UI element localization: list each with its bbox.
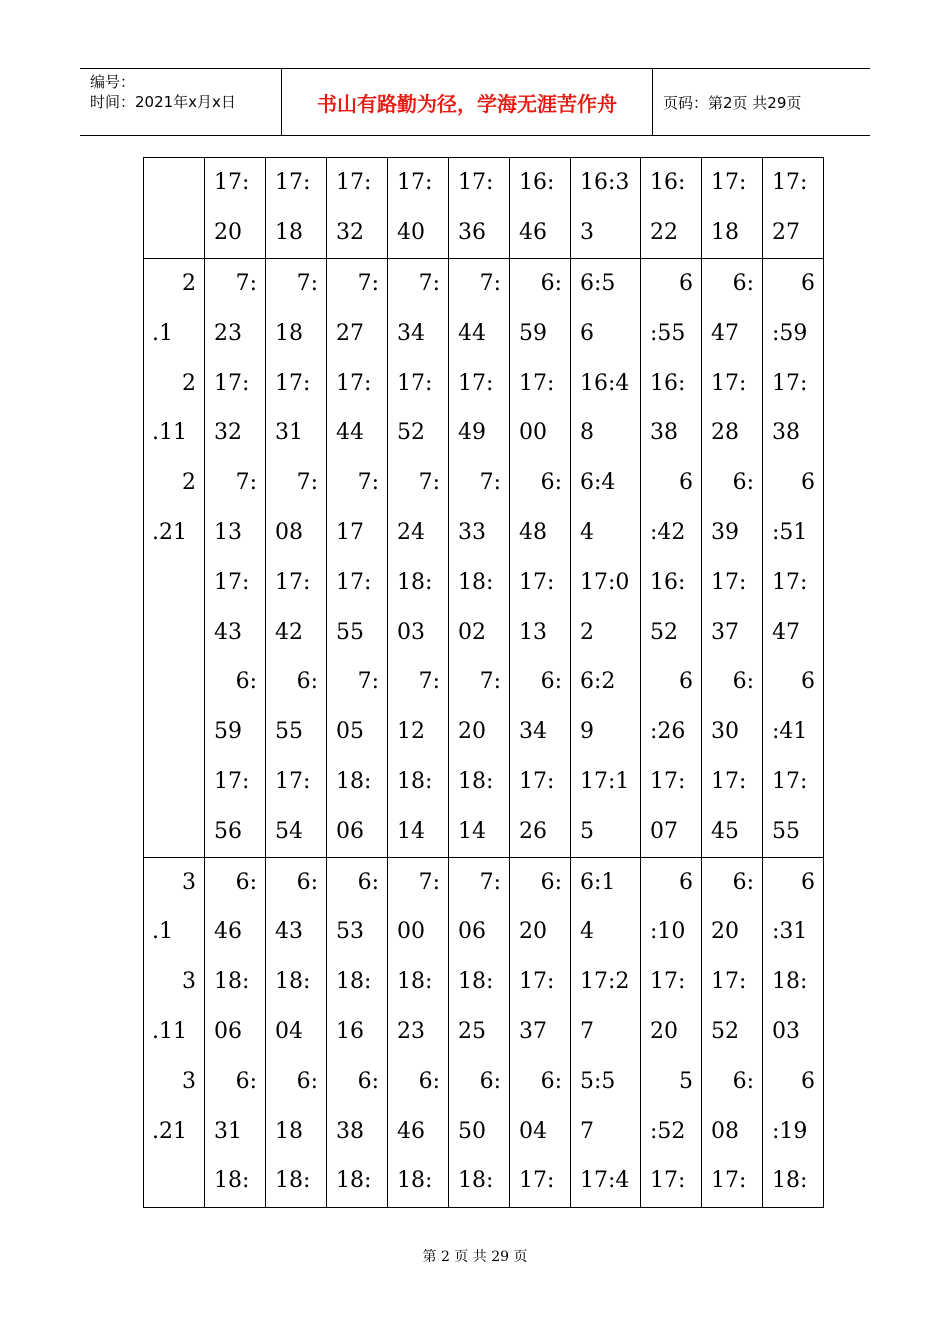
time-cell bbox=[510, 158, 571, 259]
time-line: 17: bbox=[214, 569, 250, 595]
time-line: 06 bbox=[458, 919, 486, 945]
time-line: 08 bbox=[275, 519, 303, 545]
time-line: 5 bbox=[580, 818, 594, 844]
time-line: 30 bbox=[711, 719, 739, 745]
time-line: 7: bbox=[235, 470, 257, 496]
time-cell bbox=[327, 259, 388, 858]
time-line: 02 bbox=[458, 619, 486, 645]
time-line: 04 bbox=[519, 1118, 547, 1144]
time-line: 17: bbox=[336, 370, 372, 396]
time-line: 7: bbox=[418, 869, 440, 895]
time-line: 18: bbox=[275, 969, 311, 995]
time-line: 18: bbox=[458, 768, 494, 794]
time-line: 18 bbox=[711, 219, 739, 245]
time-line: 18: bbox=[458, 1168, 494, 1194]
time-line: 7 bbox=[580, 1118, 594, 1144]
time-line: 17: bbox=[650, 1168, 686, 1194]
time-line: 5 bbox=[679, 1068, 693, 1094]
time-line: 32 bbox=[214, 420, 242, 446]
time-line: 9 bbox=[580, 719, 594, 745]
time-line: 7: bbox=[357, 271, 379, 296]
time-line: 48 bbox=[519, 519, 547, 545]
time-line: 52 bbox=[711, 1018, 739, 1044]
time-line: 18: bbox=[214, 1168, 250, 1194]
time-cell bbox=[449, 857, 510, 1207]
time-line: 17: bbox=[275, 370, 311, 396]
time-line: 6: bbox=[732, 669, 754, 695]
time-line: 06 bbox=[214, 1018, 242, 1044]
time-line: 17: bbox=[275, 768, 311, 794]
time-line: 56 bbox=[214, 818, 242, 844]
time-cell bbox=[763, 857, 824, 1207]
time-cell bbox=[641, 857, 702, 1207]
time-line: 8 bbox=[580, 420, 594, 446]
time-line: 18: bbox=[458, 569, 494, 595]
time-line: 13 bbox=[519, 619, 547, 645]
time-line: 31 bbox=[214, 1118, 242, 1144]
time-line: 6: bbox=[418, 1068, 440, 1094]
time-line: 17:0 bbox=[580, 569, 630, 595]
time-line: 6: bbox=[357, 869, 379, 895]
time-cell bbox=[449, 158, 510, 259]
table-row bbox=[144, 857, 824, 1207]
time-line: 18: bbox=[336, 969, 372, 995]
time-line: 20 bbox=[650, 1018, 678, 1044]
time-line: :52 bbox=[650, 1118, 686, 1144]
time-line: 7: bbox=[418, 669, 440, 695]
time-line: 4 bbox=[580, 519, 594, 545]
time-cell bbox=[510, 259, 571, 858]
date-label-line bbox=[144, 1156, 204, 1206]
time-line: 6:5 bbox=[580, 271, 616, 296]
time-line: 17: bbox=[458, 370, 494, 396]
time-line: 6 bbox=[679, 271, 693, 296]
time-line: 6:2 bbox=[580, 669, 616, 695]
time-line: 43 bbox=[275, 919, 303, 945]
date-label-cell bbox=[144, 857, 205, 1207]
time-line: 17: bbox=[519, 768, 555, 794]
time-line: 40 bbox=[397, 219, 425, 245]
time-line: 39 bbox=[711, 519, 739, 545]
time-line: 18: bbox=[772, 969, 808, 995]
time-line: 03 bbox=[772, 1018, 800, 1044]
time-line: 16:4 bbox=[580, 370, 630, 396]
date-label-line: 2 bbox=[182, 470, 196, 496]
time-line: 16: bbox=[650, 569, 686, 595]
time-cell bbox=[327, 158, 388, 259]
time-line: 23 bbox=[214, 320, 242, 346]
time-line: 49 bbox=[458, 420, 486, 446]
time-line: 26 bbox=[519, 818, 547, 844]
time-line: :42 bbox=[650, 519, 686, 545]
time-line: 44 bbox=[458, 320, 486, 346]
time-line: 53 bbox=[336, 919, 364, 945]
time-line: 18: bbox=[397, 969, 433, 995]
time-line: 7: bbox=[357, 470, 379, 496]
time-line: 18 bbox=[275, 320, 303, 346]
time-line: 17: bbox=[519, 969, 555, 995]
time-line: :55 bbox=[650, 320, 686, 346]
time-cell bbox=[205, 857, 266, 1207]
time-line: 37 bbox=[711, 619, 739, 645]
time-cell bbox=[702, 158, 763, 259]
date-label-line: .21 bbox=[152, 519, 187, 545]
time-line: 04 bbox=[275, 1018, 303, 1044]
time-line: 6 bbox=[580, 320, 594, 346]
time-line: 6: bbox=[296, 669, 318, 695]
time-line: 22 bbox=[650, 219, 678, 245]
time-line: 13 bbox=[214, 519, 242, 545]
time-cell bbox=[641, 158, 702, 259]
time-line: 4 bbox=[580, 919, 594, 945]
time-line: 38 bbox=[772, 420, 800, 446]
time-line: 24 bbox=[397, 519, 425, 545]
time-line: 03 bbox=[397, 619, 425, 645]
time-line: 12 bbox=[397, 719, 425, 745]
time-line: 38 bbox=[650, 420, 678, 446]
time-line: 17: bbox=[772, 569, 808, 595]
date-label-line: .11 bbox=[152, 1018, 187, 1044]
time-line: 17: bbox=[711, 569, 747, 595]
time-cell bbox=[702, 259, 763, 858]
date-label-line bbox=[144, 657, 204, 707]
time-cell bbox=[266, 259, 327, 858]
time-line: 18 bbox=[275, 1118, 303, 1144]
time-line: 54 bbox=[275, 818, 303, 844]
time-line: 6: bbox=[296, 869, 318, 895]
time-line: 17: bbox=[650, 969, 686, 995]
time-line: 27 bbox=[772, 219, 800, 245]
time-line: 59 bbox=[214, 719, 242, 745]
time-line: 14 bbox=[458, 818, 486, 844]
time-line: 7: bbox=[296, 470, 318, 496]
time-line: :41 bbox=[772, 719, 808, 745]
time-line: 6: bbox=[235, 1068, 257, 1094]
time-cell bbox=[205, 259, 266, 858]
time-line: 17: bbox=[214, 370, 250, 396]
time-line: 6: bbox=[357, 1068, 379, 1094]
date-label-line bbox=[144, 558, 204, 608]
table-row bbox=[144, 259, 824, 858]
time-line: 6 bbox=[679, 470, 693, 496]
time-line: 43 bbox=[214, 619, 242, 645]
time-line: 6: bbox=[732, 869, 754, 895]
time-label: 时间：2021年x月x日 bbox=[90, 93, 236, 111]
time-line: 6:4 bbox=[580, 470, 616, 496]
time-line: 6: bbox=[540, 470, 562, 496]
header-motto: 书山有路勤为径，学海无涯苦作舟 bbox=[282, 69, 653, 135]
time-line: 6 bbox=[679, 869, 693, 895]
time-line: 44 bbox=[336, 420, 364, 446]
header-page-label: 页码：第2页 共29页 bbox=[663, 93, 802, 112]
time-line: 17: bbox=[519, 1168, 555, 1194]
date-label-cell bbox=[144, 158, 205, 259]
time-line: 18 bbox=[275, 219, 303, 245]
time-line: 27 bbox=[336, 320, 364, 346]
time-line: 6: bbox=[479, 1068, 501, 1094]
time-line: 17: bbox=[711, 768, 747, 794]
date-label-line: 2 bbox=[182, 370, 196, 396]
time-line: 28 bbox=[711, 420, 739, 446]
time-line: 20 bbox=[458, 719, 486, 745]
time-line: 46 bbox=[397, 1118, 425, 1144]
time-cell bbox=[510, 857, 571, 1207]
time-cell bbox=[388, 259, 449, 858]
time-line: 18: bbox=[336, 768, 372, 794]
time-line: 18: bbox=[397, 768, 433, 794]
time-line: 18: bbox=[336, 1168, 372, 1194]
time-line: 38 bbox=[336, 1118, 364, 1144]
date-label-line: .21 bbox=[152, 1118, 187, 1144]
time-line: 6: bbox=[540, 1068, 562, 1094]
time-line: 00 bbox=[519, 420, 547, 446]
time-line: 34 bbox=[519, 719, 547, 745]
page-footer: 第 2 页 共 29 页 bbox=[422, 1249, 528, 1265]
time-line: 17: bbox=[275, 569, 311, 595]
time-line: 7: bbox=[479, 869, 501, 895]
time-line: :51 bbox=[772, 519, 808, 545]
time-line: 6:1 bbox=[580, 869, 616, 895]
date-label-line: 3 bbox=[182, 969, 196, 995]
time-line: 6 bbox=[801, 669, 815, 695]
time-cell bbox=[449, 259, 510, 858]
sunrise-sunset-table bbox=[143, 157, 824, 1208]
time-line: 16: bbox=[519, 170, 555, 195]
time-line: 2 bbox=[580, 619, 594, 645]
time-line: 7: bbox=[479, 271, 501, 296]
time-line: 17: bbox=[711, 1168, 747, 1194]
time-line: :26 bbox=[650, 719, 686, 745]
time-line: 17: bbox=[650, 768, 686, 794]
time-line: 47 bbox=[772, 619, 800, 645]
time-line: 7: bbox=[418, 470, 440, 496]
time-line: 20 bbox=[711, 919, 739, 945]
time-line: 16: bbox=[650, 370, 686, 396]
time-line: 46 bbox=[519, 219, 547, 245]
time-line: 17: bbox=[275, 170, 311, 195]
time-line: 05 bbox=[336, 719, 364, 745]
time-line: 16:3 bbox=[580, 170, 630, 195]
number-label: 编号： bbox=[90, 73, 136, 91]
time-cell bbox=[763, 259, 824, 858]
page-header bbox=[80, 68, 870, 136]
date-label-line: .11 bbox=[152, 420, 187, 446]
time-line: 55 bbox=[772, 818, 800, 844]
time-line: 36 bbox=[458, 219, 486, 245]
time-line: 47 bbox=[711, 320, 739, 346]
time-line: 6: bbox=[732, 271, 754, 296]
time-line: 18: bbox=[772, 1168, 808, 1194]
time-cell bbox=[763, 158, 824, 259]
time-line: 16: bbox=[650, 170, 686, 195]
time-line: 46 bbox=[214, 919, 242, 945]
date-label-line bbox=[144, 757, 204, 807]
time-line: 08 bbox=[711, 1118, 739, 1144]
time-line: 20 bbox=[519, 919, 547, 945]
time-line: 17: bbox=[519, 370, 555, 396]
time-line: 55 bbox=[336, 619, 364, 645]
time-line: 59 bbox=[519, 320, 547, 346]
time-line: 6 bbox=[801, 470, 815, 496]
time-line: 06 bbox=[336, 818, 364, 844]
time-cell bbox=[327, 857, 388, 1207]
time-line: 18: bbox=[397, 569, 433, 595]
date-label-line: .1 bbox=[152, 320, 173, 346]
time-line: 18: bbox=[397, 1168, 433, 1194]
time-line: 6 bbox=[801, 1068, 815, 1094]
time-line: 33 bbox=[458, 519, 486, 545]
time-line: 6: bbox=[296, 1068, 318, 1094]
time-line: 14 bbox=[397, 818, 425, 844]
time-line: 17: bbox=[772, 170, 808, 195]
time-line: 6: bbox=[540, 271, 562, 296]
time-line: 23 bbox=[397, 1018, 425, 1044]
time-cell bbox=[266, 158, 327, 259]
time-line: 6 bbox=[801, 869, 815, 895]
time-cell bbox=[205, 158, 266, 259]
time-line: 52 bbox=[397, 420, 425, 446]
date-label-line bbox=[144, 707, 204, 757]
time-line: 25 bbox=[458, 1018, 486, 1044]
date-label-line bbox=[144, 158, 204, 208]
time-line: 17: bbox=[336, 569, 372, 595]
time-line: 7: bbox=[235, 271, 257, 296]
time-line: 6: bbox=[540, 869, 562, 895]
time-line: 17: bbox=[397, 370, 433, 396]
time-line: 20 bbox=[214, 219, 242, 245]
time-line: 7 bbox=[580, 1018, 594, 1044]
date-label-cell bbox=[144, 259, 205, 858]
time-line: 32 bbox=[336, 219, 364, 245]
time-line: 17: bbox=[336, 170, 372, 195]
time-line: 17: bbox=[214, 170, 250, 195]
time-cell bbox=[702, 857, 763, 1207]
time-line: 5:5 bbox=[580, 1068, 616, 1094]
time-line: 6: bbox=[540, 669, 562, 695]
time-line: 55 bbox=[275, 719, 303, 745]
time-line: 18: bbox=[214, 969, 250, 995]
time-line: 07 bbox=[650, 818, 678, 844]
time-cell bbox=[388, 857, 449, 1207]
time-cell bbox=[571, 857, 641, 1207]
date-label-line: .1 bbox=[152, 919, 173, 945]
time-line: 7: bbox=[418, 271, 440, 296]
time-line: 17:2 bbox=[580, 969, 630, 995]
time-line: 6: bbox=[732, 470, 754, 496]
date-label-line bbox=[144, 807, 204, 857]
time-line: 6: bbox=[235, 669, 257, 695]
time-line: 17:4 bbox=[580, 1168, 630, 1194]
time-line: :59 bbox=[772, 320, 808, 346]
time-line: 18: bbox=[275, 1168, 311, 1194]
time-line: 42 bbox=[275, 619, 303, 645]
time-line: 16 bbox=[336, 1018, 364, 1044]
time-line: 37 bbox=[519, 1018, 547, 1044]
date-label-line: 2 bbox=[182, 271, 196, 296]
time-line: 52 bbox=[650, 619, 678, 645]
time-line: 17: bbox=[772, 370, 808, 396]
time-line: 6 bbox=[679, 669, 693, 695]
date-label-line bbox=[144, 608, 204, 658]
time-line: 45 bbox=[711, 818, 739, 844]
time-line: 50 bbox=[458, 1118, 486, 1144]
time-line: 6: bbox=[235, 869, 257, 895]
time-line: 17: bbox=[711, 969, 747, 995]
time-line: 7: bbox=[357, 669, 379, 695]
date-label-line: 3 bbox=[182, 869, 196, 895]
time-line: 17:1 bbox=[580, 768, 630, 794]
time-line: 7: bbox=[296, 271, 318, 296]
header-meta bbox=[80, 69, 282, 135]
time-line: 17: bbox=[711, 370, 747, 396]
date-label-line: 3 bbox=[182, 1068, 196, 1094]
time-line: :31 bbox=[772, 919, 808, 945]
time-line: 6 bbox=[801, 271, 815, 296]
time-line: 00 bbox=[397, 919, 425, 945]
time-line: 18: bbox=[458, 969, 494, 995]
time-line: 17: bbox=[711, 170, 747, 195]
time-line: 17: bbox=[772, 768, 808, 794]
time-line: 17: bbox=[397, 170, 433, 195]
time-line: 3 bbox=[580, 219, 594, 245]
time-line: 6: bbox=[732, 1068, 754, 1094]
time-line: 34 bbox=[397, 320, 425, 346]
time-cell bbox=[571, 259, 641, 858]
time-line: :10 bbox=[650, 919, 686, 945]
time-line: 17: bbox=[214, 768, 250, 794]
time-line: :19 bbox=[772, 1118, 808, 1144]
time-cell bbox=[388, 158, 449, 259]
time-cell bbox=[266, 857, 327, 1207]
time-cell bbox=[641, 259, 702, 858]
time-line: 7: bbox=[479, 669, 501, 695]
time-line: 17 bbox=[336, 519, 364, 545]
time-line: 17: bbox=[519, 569, 555, 595]
time-line: 7: bbox=[479, 470, 501, 496]
table-row bbox=[144, 158, 824, 259]
time-cell bbox=[571, 158, 641, 259]
time-line: 17: bbox=[458, 170, 494, 195]
time-line: 31 bbox=[275, 420, 303, 446]
